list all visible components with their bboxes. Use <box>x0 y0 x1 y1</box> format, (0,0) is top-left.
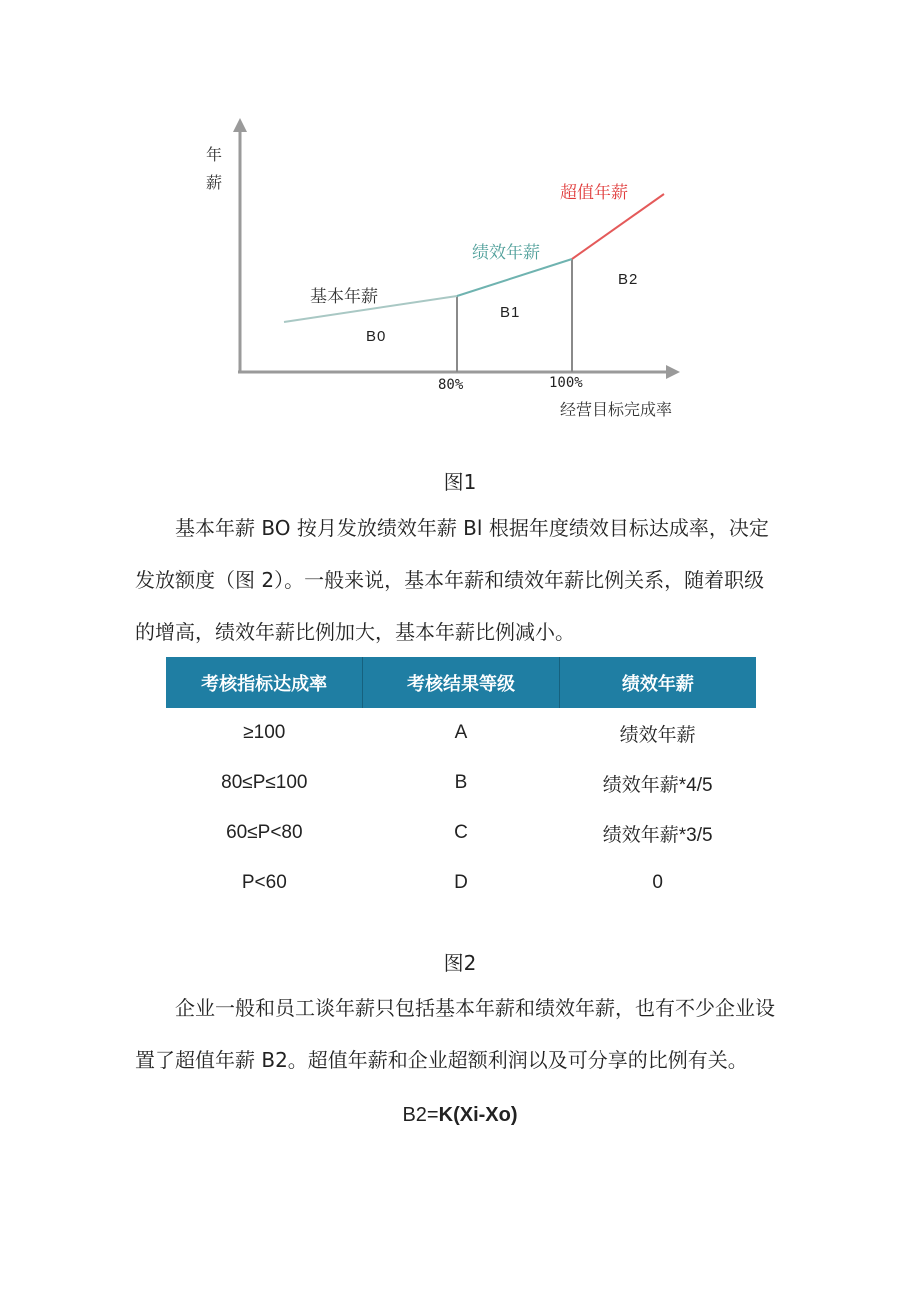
x-axis-label: 经营目标完成率 <box>560 400 673 419</box>
table-row <box>166 808 756 858</box>
cell-grade: A <box>454 722 468 743</box>
excess-salary-label: 超值年薪 <box>560 183 628 203</box>
region-label-b2: B2 <box>618 271 639 288</box>
figure2-caption: 图2 <box>443 951 477 975</box>
paragraph-line: 发放额度（图 2）。一般来说，基本年薪和绩效年薪比例关系，随着职级 <box>135 568 765 592</box>
paragraph-2 <box>135 982 785 1086</box>
performance-salary-label: 绩效年薪 <box>472 243 540 263</box>
header-grade: 考核结果等级 <box>363 657 560 708</box>
paragraph-line: 基本年薪 BO 按月发放绩效年薪 Bl 根据年度绩效目标达成率，决定 <box>175 516 769 540</box>
paragraph-1 <box>135 502 785 658</box>
figure1-caption: 图1 <box>443 470 477 494</box>
cell-rate: P<60 <box>241 872 287 893</box>
table-row <box>166 858 756 908</box>
table-header-row <box>166 657 756 708</box>
paragraph-line: 的增高，绩效年薪比例加大，基本年薪比例减小。 <box>135 620 575 644</box>
y-axis-label-char: 薪 <box>206 173 223 192</box>
x-axis-arrow <box>666 365 680 379</box>
header-completion-rate: 考核指标达成率 <box>166 657 363 708</box>
cell-salary: 0 <box>652 872 663 893</box>
table-row <box>166 758 756 808</box>
cell-rate: ≥100 <box>243 722 286 743</box>
cell-grade: B <box>454 772 468 793</box>
excess-salary-line <box>572 194 664 259</box>
y-axis-label-char: 年 <box>206 145 223 164</box>
paragraph-line: 置了超值年薪 B2。超值年薪和企业超额利润以及可分享的比例有关。 <box>135 1048 748 1072</box>
header-performance-salary: 绩效年薪 <box>559 657 756 708</box>
cell-salary: 绩效年薪*4/5 <box>602 774 713 796</box>
x-tick-100: 100% <box>549 375 583 391</box>
cell-rate: 80≤P≤100 <box>221 772 308 793</box>
cell-salary: 绩效年薪*3/5 <box>602 824 713 846</box>
formula <box>0 1104 920 1127</box>
cell-grade: D <box>454 872 468 893</box>
x-tick-80: 80% <box>438 377 464 393</box>
salary-structure-figure <box>0 0 920 440</box>
paragraph-line: 企业一般和员工谈年薪只包括基本年薪和绩效年薪，也有不少企业设 <box>175 996 775 1020</box>
formula-expression: K(Xi-Xo) <box>438 1104 518 1126</box>
region-label-b0: B0 <box>366 328 387 345</box>
y-axis-arrow <box>233 118 247 132</box>
table-row <box>166 708 756 758</box>
cell-rate: 60≤P<80 <box>226 822 303 843</box>
region-label-b1: B1 <box>500 304 521 321</box>
cell-salary: 绩效年薪 <box>619 724 696 746</box>
base-salary-label: 基本年薪 <box>310 287 378 307</box>
performance-salary-line <box>457 259 572 296</box>
cell-grade: C <box>454 822 468 843</box>
formula-prefix: B2= <box>402 1104 439 1126</box>
performance-grade-table <box>166 657 756 908</box>
